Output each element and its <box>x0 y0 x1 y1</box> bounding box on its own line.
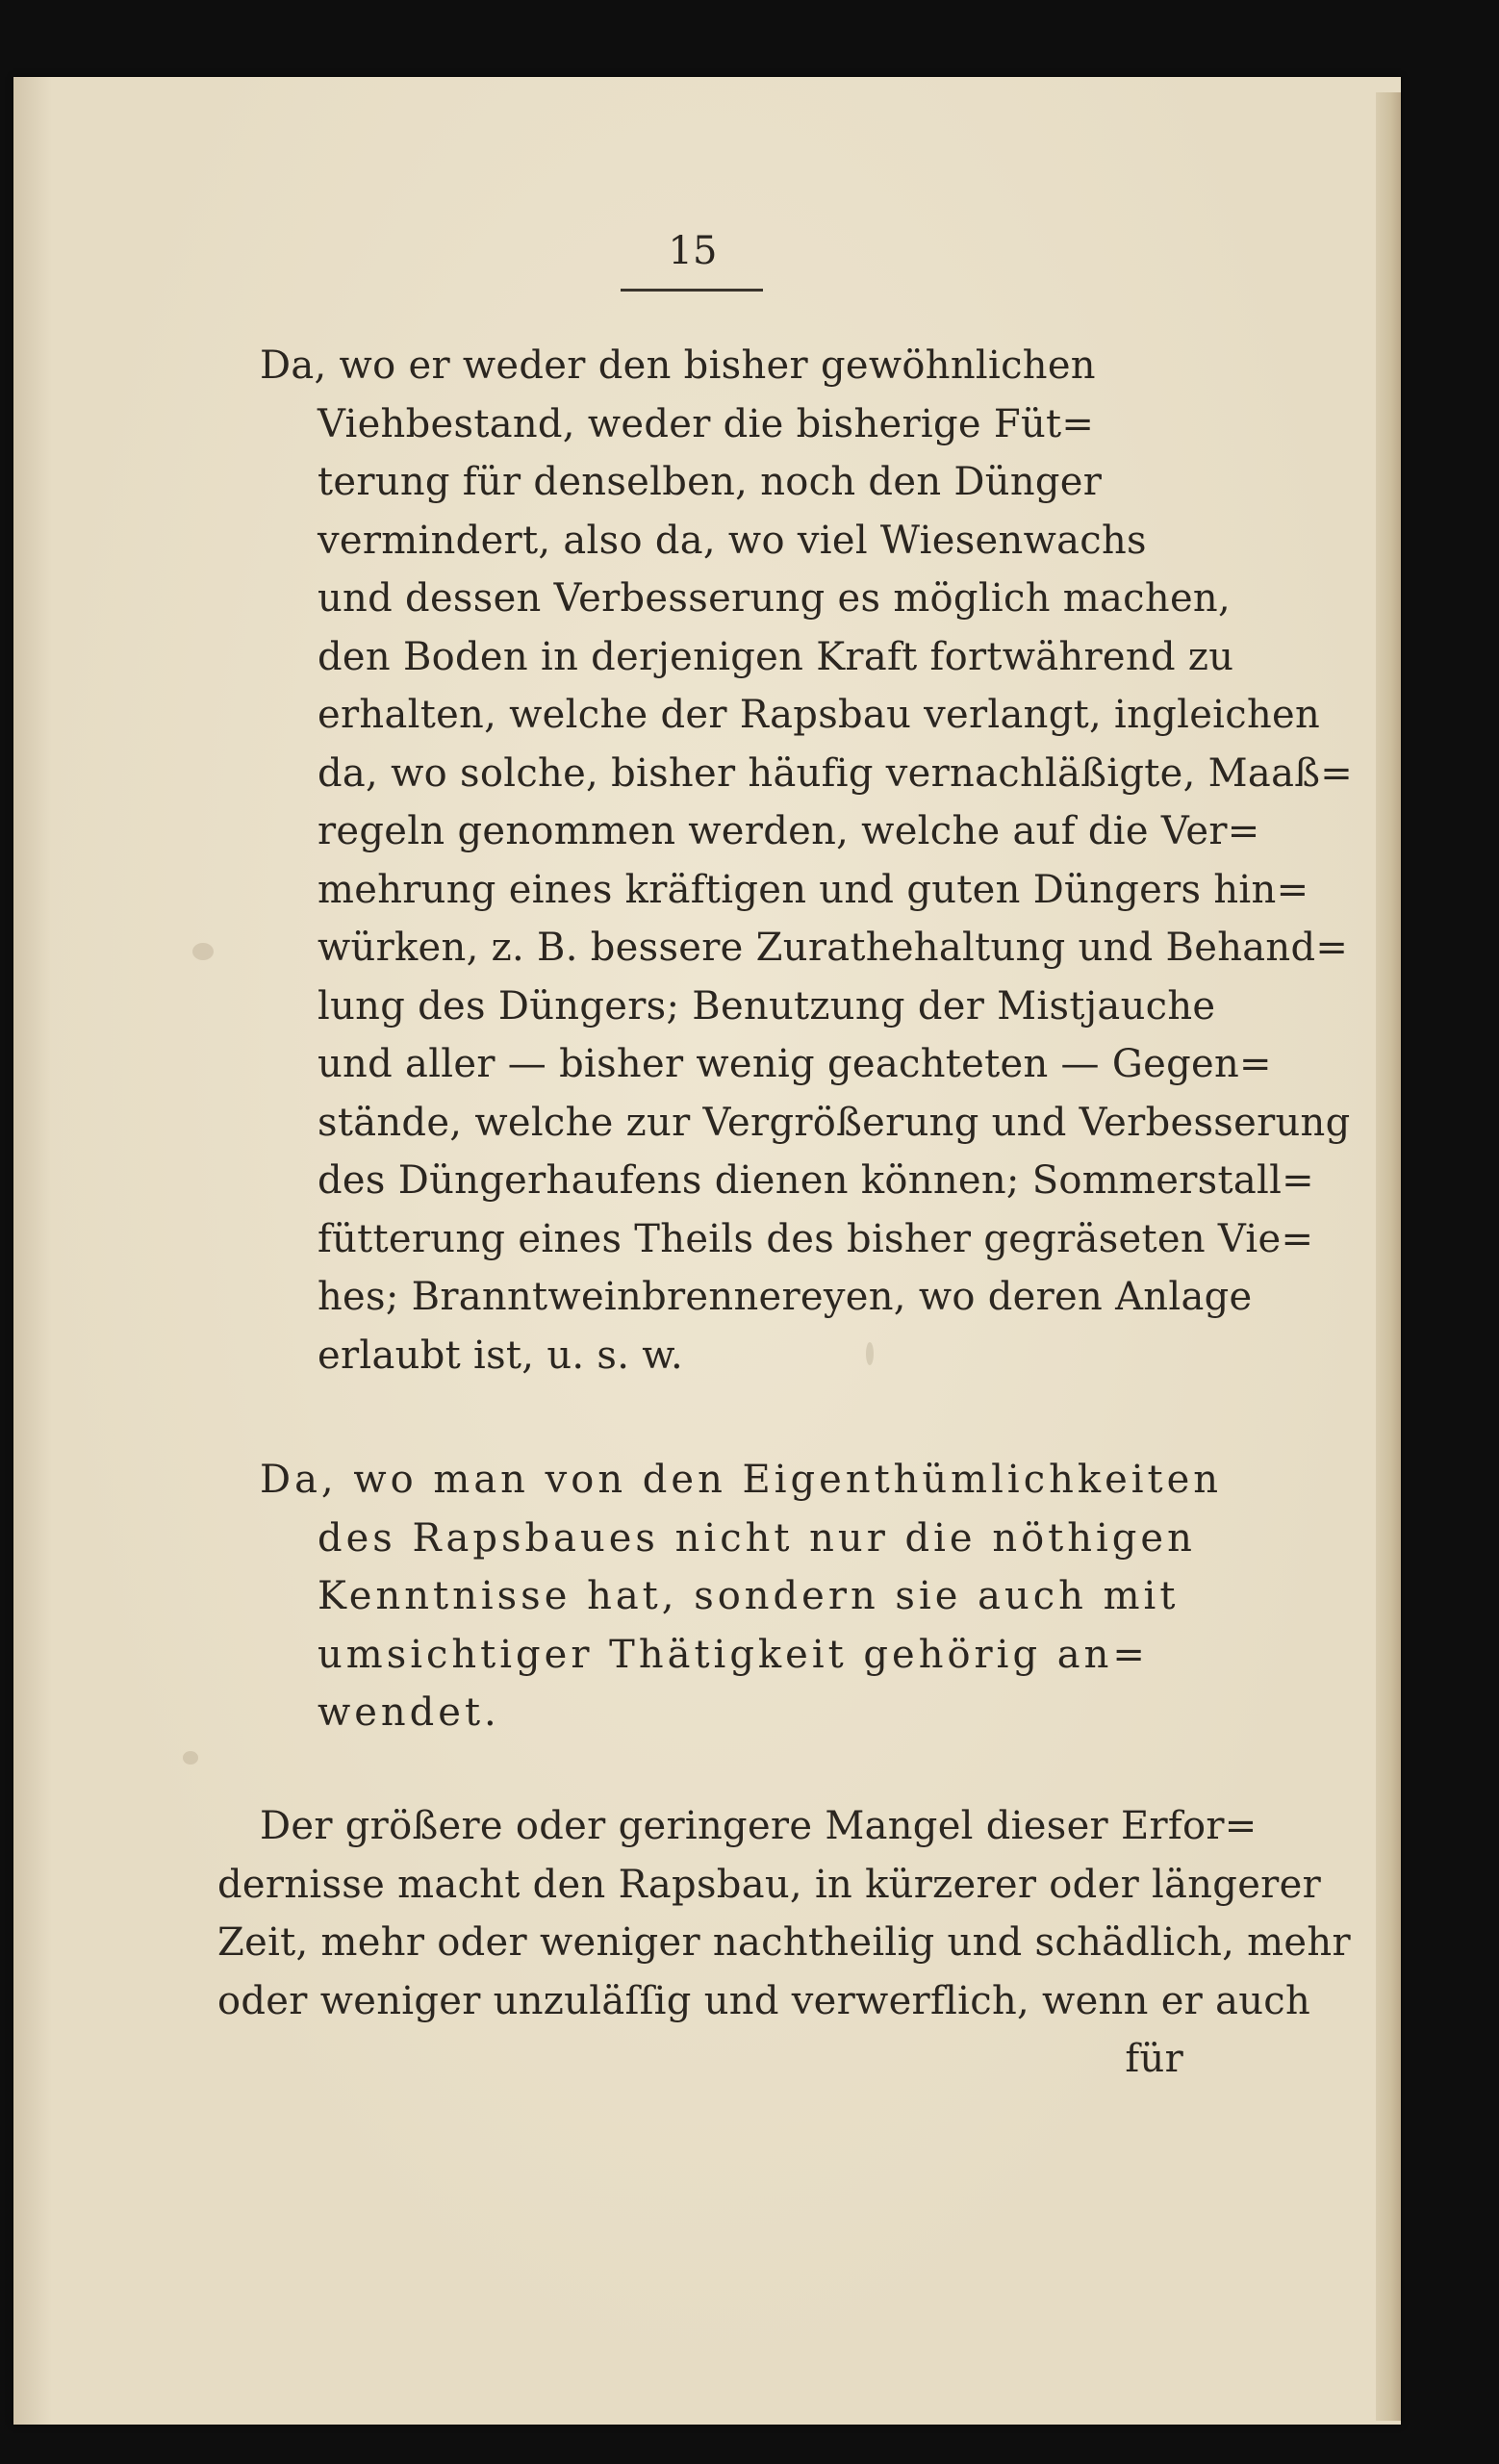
text-line: stände, welche zur Vergrößerung und Verbesserung <box>318 1100 1351 1145</box>
paragraph-2 <box>260 1451 1223 1742</box>
paper-stain <box>183 1751 198 1765</box>
text-line: wendet. <box>318 1690 500 1735</box>
page-number: 15 <box>668 229 718 273</box>
text-line: erlaubt ist, u. s. w. <box>318 1333 684 1378</box>
text-line: Zeit, mehr oder weniger nachtheilig und schädlich, mehr <box>217 1920 1351 1965</box>
page-edge <box>1376 92 1401 2421</box>
text-line: umsichtiger Thätigkeit gehörig an= <box>318 1632 1149 1677</box>
text-line: dernisse macht den Rapsbau, in kürzerer oder längerer <box>217 1862 1321 1907</box>
text-line: würken, z. B. bessere Zurathehaltung und Behand= <box>318 926 1349 970</box>
text-line: erhalten, welche der Rapsbau verlangt, ingleichen <box>318 693 1321 737</box>
text-line: da, wo solche, bisher häufig vernachläßigte, Maaß= <box>318 750 1354 796</box>
paragraph-1 <box>260 337 1354 1384</box>
catchword: für <box>1125 2037 1183 2081</box>
text-line: hes; Branntweinbrennereyen, wo deren Anlage <box>318 1275 1253 1319</box>
page-number-rule <box>621 289 763 292</box>
text-line: Kenntnisse hat, sondern sie auch mit <box>318 1574 1180 1618</box>
paragraph-3 <box>217 1797 1351 2089</box>
text-line: fütterung eines Theils des bisher gegräseten Vie= <box>318 1216 1314 1261</box>
text-line: des Rapsbaues nicht nur die nöthigen <box>318 1515 1196 1561</box>
text-line: terung für denselben, noch den Dünger <box>318 460 1103 504</box>
text-line: Da, wo er weder den bisher gewöhnlichen <box>260 343 1096 388</box>
paper-stain <box>192 943 214 960</box>
text-line: und aller — bisher wenig geachteten — Gegen= <box>318 1042 1272 1086</box>
text-line: Da, wo man von den Eigenthümlichkeiten <box>260 1458 1223 1502</box>
text-line: Der größere oder geringere Mangel dieser Erfor= <box>260 1804 1258 1848</box>
text-line: und dessen Verbesserung es möglich machen, <box>318 576 1231 621</box>
text-line: Viehbestand, weder die bisherige Füt= <box>318 401 1095 446</box>
text-line: des Düngerhaufens dienen können; Sommerstall= <box>318 1158 1314 1203</box>
text-line: oder weniger unzuläſſig und verwerflich, wenn er auch <box>217 1978 1311 2023</box>
text-line: den Boden in derjenigen Kraft fortwährend zu <box>318 634 1234 679</box>
text-line: regeln genommen werden, welche auf die Ver= <box>318 809 1260 853</box>
text-line: vermindert, also da, wo viel Wiesenwachs <box>318 518 1147 563</box>
text-line: mehrung eines kräftigen und guten Düngers hin= <box>318 867 1309 912</box>
text-line: lung des Düngers; Benutzung der Mistjauche <box>318 983 1216 1029</box>
